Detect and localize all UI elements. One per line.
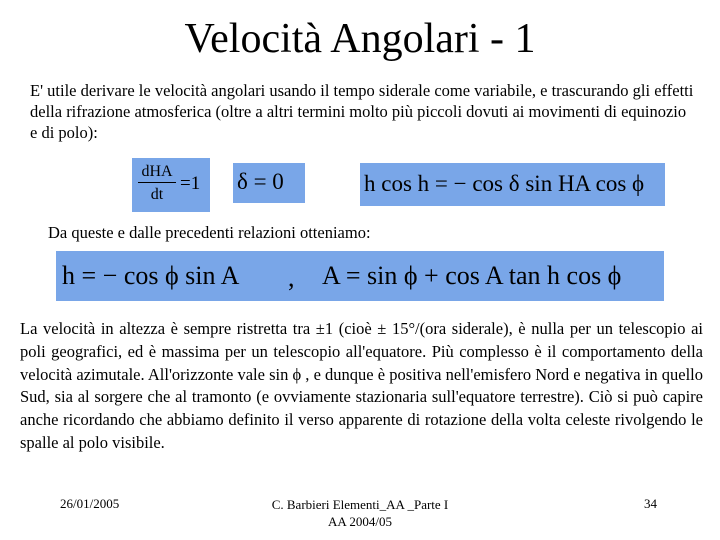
footer-course-year: AA 2004/05	[328, 514, 392, 529]
equation-delta-dot-text: δ = 0	[237, 169, 284, 194]
equation-h-cos-h-text: h cos h = − cos δ sin HA cos ϕ	[364, 171, 645, 196]
slide-title: Velocità Angolari - 1	[184, 16, 536, 62]
equation-altitude-velocity: h = − cos ϕ sin A	[62, 261, 240, 290]
equation-angular-velocities	[56, 251, 664, 301]
equation-dha-dt	[132, 158, 210, 212]
footer-author: C. Barbieri Elementi_AA _Parte I	[271, 497, 449, 512]
derive-sentence: Da queste e dalle precedenti relazioni otteniamo:	[48, 223, 371, 242]
fraction-denominator: dt	[150, 186, 164, 203]
footer-center	[240, 496, 480, 530]
fraction-rhs: =1	[180, 173, 201, 194]
fraction-numerator: dHA	[138, 162, 176, 183]
equation-azimuth-velocity: A = sin ϕ + cos A tan h cos ϕ	[322, 261, 622, 290]
equation-separator: ,	[288, 263, 295, 292]
footer-date: 26/01/2005	[60, 496, 120, 511]
intro-paragraph: E' utile derivare le velocità angolari usando il tempo siderale come variabile, e trascurando gli effetti della rifrazione atmosferica (oltre a altri termini molto più piccoli dovuti ai movimenti di equinozio e di polo):	[30, 81, 694, 142]
equation-delta-dot	[233, 163, 305, 203]
body-paragraph: La velocità in altezza è sempre ristretta tra ±1 (cioè ± 15°/(ora siderale), è nulla per un telescopio ai poli geografici, ed è massima per un telescopio all'equatore. Più complesso è il comportamento della velocità azimutale. All'orizzonte vale sin ϕ , e dunque è positiva nell'emisfero Nord e negativa in quello Sud, sia al sorgere che al tramonto (e ovviamente stazionaria sull'equatore terrestre). Ciò si può capire anche ricordando che abbiamo definito il verso apparente di rotazione della volta celeste rivolgendo le spalle al polo visibile.	[20, 319, 703, 452]
fraction	[138, 162, 176, 207]
footer-page-number: 34	[644, 496, 657, 511]
equation-h-cos-h	[360, 163, 665, 206]
